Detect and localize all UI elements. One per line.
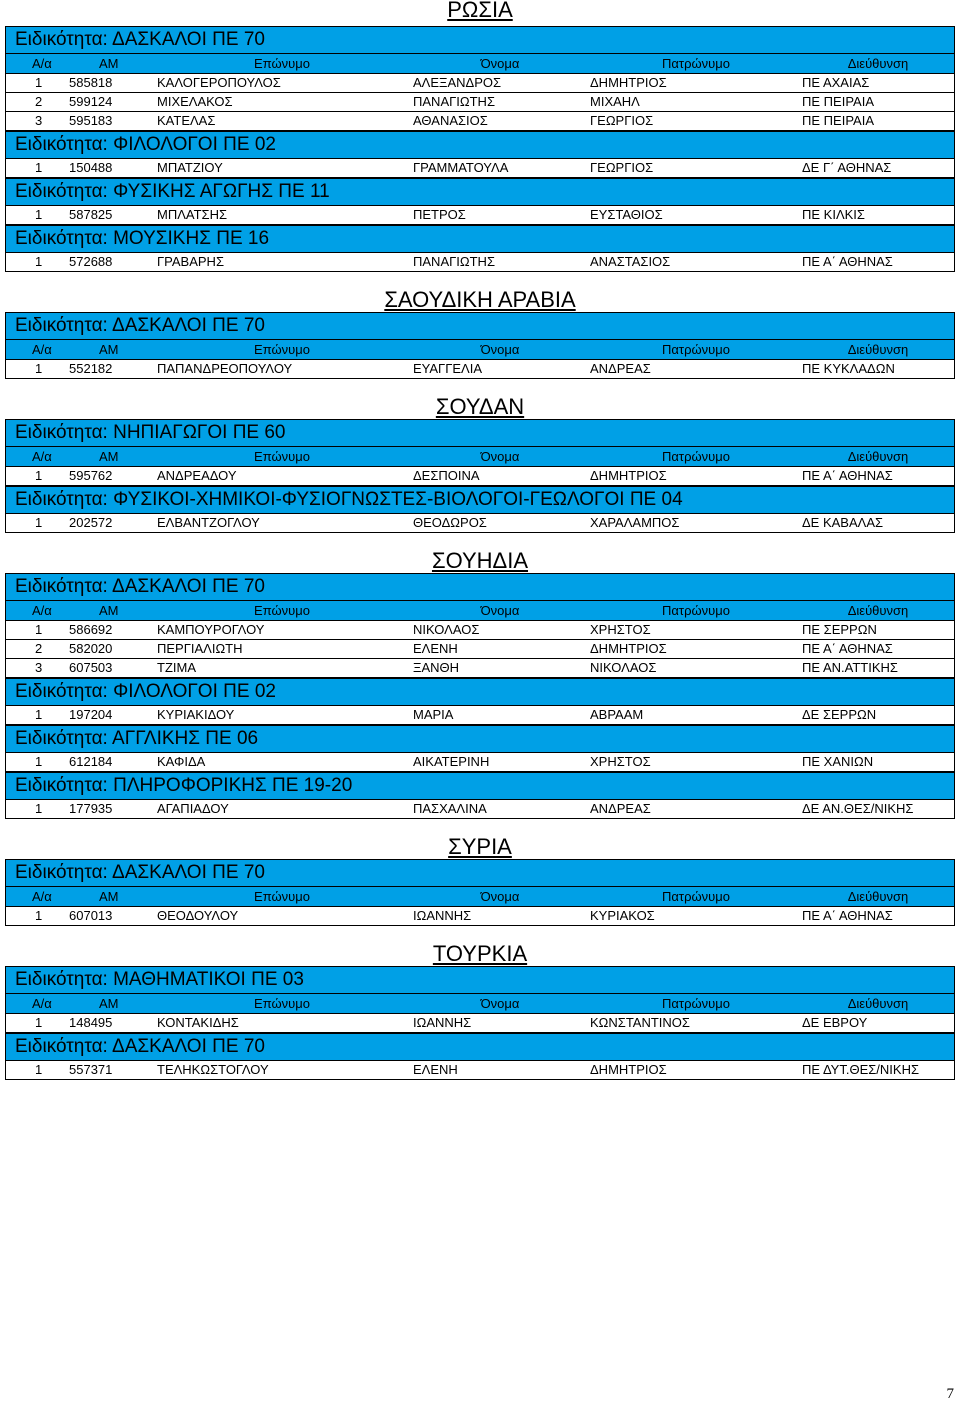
cell-surname: ΘΕΟΔΟΥΛΟΥ [157,908,239,923]
table-row [6,1061,954,1080]
cell-am: 557371 [69,1062,113,1077]
cell-surname: ΤΖΙΜΑ [157,660,196,675]
column-header-name: Όνομα [480,996,520,1011]
cell-patronymic: ΚΥΡΙΑΚΟΣ [590,908,655,923]
cell-surname: ΠΕΡΓΙΑΛΙΩΤΗ [157,641,243,656]
column-header-name: Όνομα [480,56,520,71]
column-header-patronymic: Πατρώνυμο [662,449,730,464]
cell-surname: ΓΡΑΒΑΡΗΣ [157,254,224,269]
cell-patronymic: ΚΩΝΣΤΑΝΤΙΝΟΣ [590,1015,690,1030]
cell-aa: 1 [35,515,43,530]
cell-am: 607503 [69,660,113,675]
column-header-name: Όνομα [480,889,520,904]
cell-aa: 1 [35,754,43,769]
cell-patronymic: ΧΑΡΑΛΑΜΠΟΣ [590,515,680,530]
cell-direction: ΠΕ ΔΥΤ.ΘΕΣ/ΝΙΚΗΣ [802,1062,919,1077]
specialty-heading: Ειδικότητα: ΜΟΥΣΙΚΗΣ ΠΕ 16 [6,225,954,253]
cell-aa: 1 [35,468,43,483]
cell-direction: ΠΕ Α΄ ΑΘΗΝΑΣ [802,468,893,483]
table-row [6,159,954,178]
cell-patronymic: ΑΝΔΡΕΑΣ [590,361,651,376]
table-row [6,706,954,725]
cell-name: ΜΑΡΙΑ [413,707,454,722]
cell-am: 572688 [69,254,113,269]
cell-patronymic: ΧΡΗΣΤΟΣ [590,622,651,637]
column-header-surname: Επώνυμο [254,996,310,1011]
cell-am: 599124 [69,94,113,109]
specialty-heading: Ειδικότητα: ΠΛΗΡΟΦΟΡΙΚΗΣ ΠΕ 19-20 [6,772,954,800]
cell-direction: ΠΕ Α΄ ΑΘΗΝΑΣ [802,908,893,923]
cell-direction: ΠΕ ΧΑΝΙΩΝ [802,754,874,769]
column-header-aa: Α/α [32,889,52,904]
country-heading: ΣΑΟΥΔΙΚΗ ΑΡΑΒΙΑ [384,287,576,312]
cell-aa: 3 [35,660,43,675]
country-heading: ΣΥΡΙΑ [448,834,512,859]
table-header-row [6,54,954,74]
cell-patronymic: ΑΒΡΑΑΜ [590,707,644,722]
cell-direction: ΔΕ ΣΕΡΡΩΝ [802,707,877,722]
cell-direction: ΠΕ ΠΕΙΡΑΙΑ [802,94,875,109]
column-header-patronymic: Πατρώνυμο [662,56,730,71]
section-gap [5,379,955,395]
cell-direction: ΔΕ ΕΒΡΟΥ [802,1015,868,1030]
section-gap [5,272,955,288]
cell-patronymic: ΔΗΜΗΤΡΙΟΣ [590,468,667,483]
column-header-am: ΑΜ [99,449,119,464]
cell-direction: ΔΕ Γ΄ ΑΘΗΝΑΣ [802,160,892,175]
column-header-surname: Επώνυμο [254,449,310,464]
cell-patronymic: ΔΗΜΗΤΡΙΟΣ [590,641,667,656]
specialty-heading: Ειδικότητα: ΝΗΠΙΑΓΩΓΟΙ ΠΕ 60 [6,419,954,447]
cell-patronymic: ΝΙΚΟΛΑΟΣ [590,660,657,675]
cell-name: ΠΑΣΧΑΛΙΝΑ [413,801,487,816]
table-row [6,640,954,659]
country-table [5,859,955,926]
column-header-patronymic: Πατρώνυμο [662,603,730,618]
cell-direction: ΠΕ ΑΝ.ΑΤΤΙΚΗΣ [802,660,898,675]
cell-direction: ΠΕ ΠΕΙΡΑΙΑ [802,113,875,128]
cell-surname: ΚΥΡΙΑΚΙΔΟΥ [157,707,235,722]
cell-direction: ΠΕ ΚΥΚΛΑΔΩΝ [802,361,895,376]
cell-aa: 1 [35,254,43,269]
country-table [5,419,955,533]
table-row [6,800,954,819]
column-header-patronymic: Πατρώνυμο [662,889,730,904]
cell-name: ΠΕΤΡΟΣ [413,207,466,222]
cell-name: ΠΑΝΑΓΙΩΤΗΣ [413,254,495,269]
cell-patronymic: ΜΙΧΑΗΛ [590,94,640,109]
cell-name: ΑΙΚΑΤΕΡΙΝΗ [413,754,490,769]
table-row [6,621,954,640]
country-table [5,573,955,819]
cell-aa: 3 [35,113,43,128]
column-header-direction: Διεύθυνση [847,56,909,71]
cell-aa: 1 [35,908,43,923]
column-header-surname: Επώνυμο [254,603,310,618]
table-row [6,206,954,225]
cell-patronymic: ΔΗΜΗΤΡΙΟΣ [590,75,667,90]
cell-patronymic: ΑΝΑΣΤΑΣΙΟΣ [590,254,671,269]
specialty-heading: Ειδικότητα: ΦΥΣΙΚΟΙ-ΧΗΜΙΚΟΙ-ΦΥΣΙΟΓΝΩΣΤΕΣ-ΒΙΟΛΟΓΟΙ-ΓΕΩΛΟΓΟΙ ΠΕ 04 [6,486,954,514]
column-header-name: Όνομα [480,449,520,464]
country-heading: ΣΟΥΔΑΝ [435,394,525,419]
table-header-row [6,994,954,1014]
cell-am: 587825 [69,207,113,222]
column-header-surname: Επώνυμο [254,56,310,71]
table-row [6,907,954,926]
column-header-aa: Α/α [32,342,52,357]
specialty-heading: Ειδικότητα: ΑΓΓΛΙΚΗΣ ΠΕ 06 [6,725,954,753]
column-header-am: ΑΜ [99,56,119,71]
table-row [6,467,954,486]
table-row [6,253,954,272]
specialty-heading: Ειδικότητα: ΦΙΛΟΛΟΓΟΙ ΠΕ 02 [6,131,954,159]
cell-surname: ΜΠΑΤΖΙΟΥ [157,160,223,175]
cell-name: ΙΩΑΝΝΗΣ [413,908,472,923]
cell-am: 607013 [69,908,113,923]
table-row [6,659,954,678]
country-heading: ΡΩΣΙΑ [447,0,513,22]
country-heading: ΤΟΥΡΚΙΑ [432,941,528,966]
cell-surname: ΚΑΦΙΔΑ [157,754,206,769]
table-header-row [6,340,954,360]
cell-direction: ΠΕ ΣΕΡΡΩΝ [802,622,877,637]
cell-surname: ΑΓΑΠΙΑΔΟΥ [157,801,229,816]
cell-direction: ΠΕ ΚΙΛΚΙΣ [802,207,865,222]
table-row [6,93,954,112]
specialty-heading: Ειδικότητα: ΦΥΣΙΚΗΣ ΑΓΩΓΗΣ ΠΕ 11 [6,178,954,206]
page-number: 7 [946,1386,954,1402]
column-header-name: Όνομα [480,342,520,357]
cell-name: ΕΛΕΝΗ [413,1062,458,1077]
cell-direction: ΔΕ ΑΝ.ΘΕΣ/ΝΙΚΗΣ [802,801,914,816]
cell-aa: 1 [35,801,43,816]
specialty-heading: Ειδικότητα: ΔΑΣΚΑΛΟΙ ΠΕ 70 [6,573,954,601]
cell-aa: 1 [35,622,43,637]
cell-surname: ΚΑΜΠΟΥΡΟΓΛΟΥ [157,622,265,637]
specialty-heading: Ειδικότητα: ΔΑΣΚΑΛΟΙ ΠΕ 70 [6,26,954,54]
cell-aa: 2 [35,641,43,656]
column-header-name: Όνομα [480,603,520,618]
table-header-row [6,447,954,467]
country-table [5,966,955,1080]
document-page [5,0,955,1080]
cell-am: 150488 [69,160,113,175]
table-row [6,514,954,533]
cell-aa: 1 [35,207,43,222]
cell-direction: ΠΕ Α΄ ΑΘΗΝΑΣ [802,641,893,656]
cell-direction: ΠΕ ΑΧΑΙΑΣ [802,75,870,90]
section-gap [5,533,955,549]
cell-aa: 1 [35,1062,43,1077]
column-header-aa: Α/α [32,603,52,618]
cell-surname: ΠΑΠΑΝΔΡΕΟΠΟΥΛΟΥ [157,361,293,376]
section-gap [5,926,955,942]
country-heading: ΣΟΥΗΔΙΑ [431,548,529,573]
column-header-surname: Επώνυμο [254,889,310,904]
cell-surname: ΤΕΛΗΚΩΣΤΟΓΛΟΥ [157,1062,269,1077]
cell-patronymic: ΧΡΗΣΤΟΣ [590,754,651,769]
cell-name: ΘΕΟΔΩΡΟΣ [413,515,487,530]
column-header-direction: Διεύθυνση [847,342,909,357]
column-header-am: ΑΜ [99,889,119,904]
cell-am: 582020 [69,641,113,656]
cell-surname: ΜΠΛΑΤΣΗΣ [157,207,228,222]
country-table [5,312,955,379]
table-row [6,74,954,93]
cell-patronymic: ΓΕΩΡΓΙΟΣ [590,113,654,128]
cell-am: 586692 [69,622,113,637]
column-header-am: ΑΜ [99,996,119,1011]
column-header-aa: Α/α [32,56,52,71]
table-row [6,360,954,379]
specialty-heading: Ειδικότητα: ΔΑΣΚΑΛΟΙ ΠΕ 70 [6,312,954,340]
column-header-aa: Α/α [32,449,52,464]
cell-aa: 1 [35,707,43,722]
cell-name: ΕΥΑΓΓΕΛΙΑ [413,361,483,376]
cell-am: 595183 [69,113,113,128]
cell-name: ΓΡΑΜΜΑΤΟΥΛΑ [413,160,509,175]
cell-direction: ΔΕ ΚΑΒΑΛΑΣ [802,515,884,530]
cell-aa: 2 [35,94,43,109]
cell-surname: ΚΟΝΤΑΚΙΔΗΣ [157,1015,239,1030]
column-header-am: ΑΜ [99,603,119,618]
cell-aa: 1 [35,75,43,90]
column-header-direction: Διεύθυνση [847,603,909,618]
cell-name: ΙΩΑΝΝΗΣ [413,1015,472,1030]
cell-surname: ΜΙΧΕΛΑΚΟΣ [157,94,233,109]
cell-am: 177935 [69,801,113,816]
cell-surname: ΕΛΒΑΝΤΖΟΓΛΟΥ [157,515,260,530]
cell-am: 585818 [69,75,113,90]
specialty-heading: Ειδικότητα: ΦΙΛΟΛΟΓΟΙ ΠΕ 02 [6,678,954,706]
cell-patronymic: ΓΕΩΡΓΙΟΣ [590,160,654,175]
cell-aa: 1 [35,361,43,376]
specialty-heading: Ειδικότητα: ΔΑΣΚΑΛΟΙ ΠΕ 70 [6,1033,954,1061]
cell-name: ΝΙΚΟΛΑΟΣ [413,622,480,637]
cell-patronymic: ΔΗΜΗΤΡΙΟΣ [590,1062,667,1077]
cell-patronymic: ΕΥΣΤΑΘΙΟΣ [590,207,663,222]
cell-am: 552182 [69,361,113,376]
cell-name: ΕΛΕΝΗ [413,641,458,656]
cell-direction: ΠΕ Α΄ ΑΘΗΝΑΣ [802,254,893,269]
table-row [6,1014,954,1033]
section-gap [5,819,955,835]
cell-patronymic: ΑΝΔΡΕΑΣ [590,801,651,816]
cell-name: ΠΑΝΑΓΙΩΤΗΣ [413,94,495,109]
column-header-patronymic: Πατρώνυμο [662,996,730,1011]
cell-am: 612184 [69,754,113,769]
cell-name: ΑΛΕΞΑΝΔΡΟΣ [413,75,502,90]
table-header-row [6,601,954,621]
specialty-heading: Ειδικότητα: ΔΑΣΚΑΛΟΙ ΠΕ 70 [6,859,954,887]
cell-am: 148495 [69,1015,113,1030]
cell-surname: ΑΝΔΡΕΑΔΟΥ [157,468,237,483]
column-header-direction: Διεύθυνση [847,996,909,1011]
column-header-am: ΑΜ [99,342,119,357]
column-header-aa: Α/α [32,996,52,1011]
cell-name: ΑΘΑΝΑΣΙΟΣ [413,113,488,128]
table-row [6,112,954,131]
cell-aa: 1 [35,1015,43,1030]
cell-am: 202572 [69,515,113,530]
cell-am: 595762 [69,468,113,483]
column-header-patronymic: Πατρώνυμο [662,342,730,357]
cell-aa: 1 [35,160,43,175]
cell-surname: ΚΑΛΟΓΕΡΟΠΟΥΛΟΣ [157,75,281,90]
cell-name: ΞΑΝΘΗ [413,660,460,675]
country-table [5,26,955,272]
table-row [6,753,954,772]
cell-name: ΔΕΣΠΟΙΝΑ [413,468,480,483]
column-header-direction: Διεύθυνση [847,449,909,464]
column-header-direction: Διεύθυνση [847,889,909,904]
table-header-row [6,887,954,907]
cell-am: 197204 [69,707,113,722]
specialty-heading: Ειδικότητα: ΜΑΘΗΜΑΤΙΚΟΙ ΠΕ 03 [6,966,954,994]
column-header-surname: Επώνυμο [254,342,310,357]
cell-surname: ΚΑΤΕΛΑΣ [157,113,216,128]
